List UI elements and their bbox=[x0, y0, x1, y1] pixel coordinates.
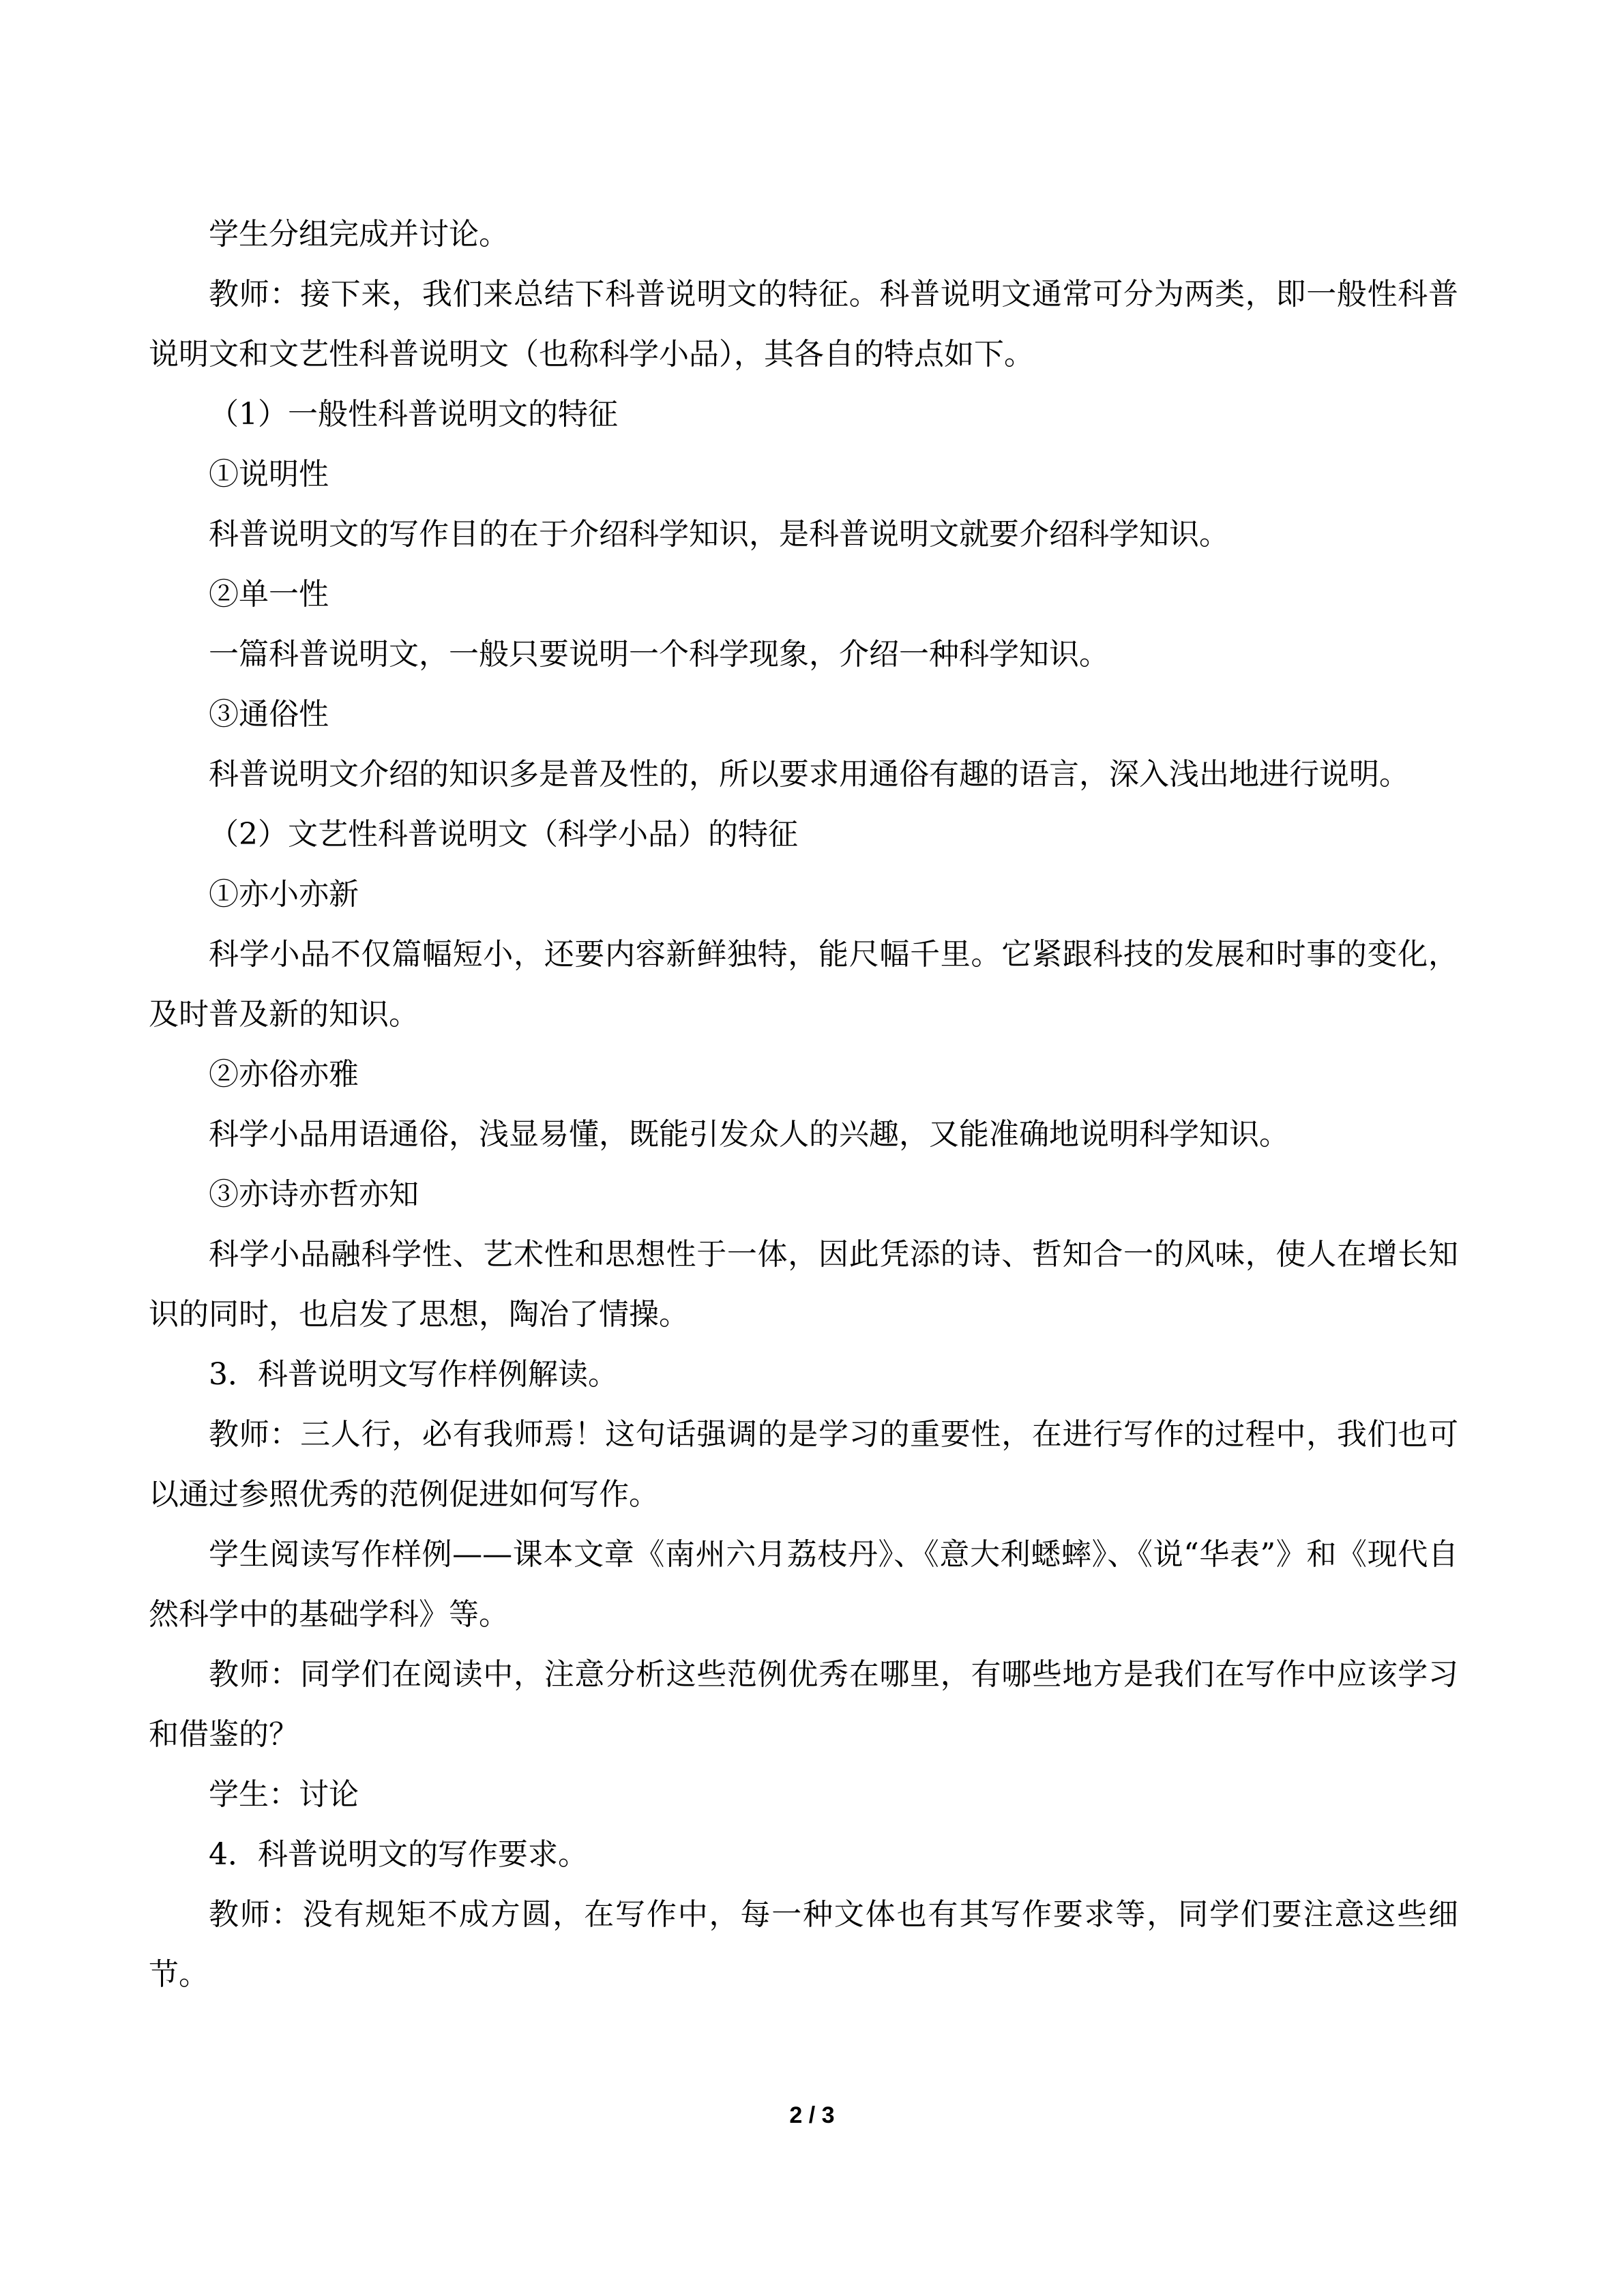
paragraph-10: （2）文艺性科普说明文（科学小品）的特征 bbox=[209, 817, 798, 852]
paragraph-15: ③亦诗亦哲亦知 bbox=[209, 1177, 419, 1212]
paragraph-21: 学生：讨论 bbox=[209, 1777, 359, 1812]
paragraph-19: 学生阅读写作样例——课本文章《南州六月荔枝丹》、《意大利蟋蟀》、《说“华表”》和《现代自然科学中的基础学科》等。 bbox=[149, 1537, 1458, 1632]
paragraph-13: ②亦俗亦雅 bbox=[209, 1057, 359, 1092]
paragraph-20: 教师：同学们在阅读中，注意分析这些范例优秀在哪里，有哪些地方是我们在写作中应该学习和借鉴的？ bbox=[149, 1657, 1458, 1752]
paragraph-5: 科普说明文的写作目的在于介绍科学知识，是科普说明文就要介绍科学知识。 bbox=[209, 517, 1229, 552]
paragraph-22: 4．科普说明文的写作要求。 bbox=[209, 1837, 588, 1872]
paragraph-16: 科学小品融科学性、艺术性和思想性于一体，因此凭添的诗、哲知合一的风味，使人在增长知识的同时，也启发了思想，陶冶了情操。 bbox=[149, 1237, 1458, 1332]
paragraph-6: ②单一性 bbox=[209, 577, 329, 612]
paragraph-7: 一篇科普说明文，一般只要说明一个科学现象，介绍一种科学知识。 bbox=[209, 637, 1109, 672]
paragraph-12: 科学小品不仅篇幅短小，还要内容新鲜独特，能尺幅千里。它紧跟科技的发展和时事的变化，及时普及新的知识。 bbox=[149, 937, 1458, 1032]
document-body bbox=[149, 205, 1458, 2005]
paragraph-3: （1）一般性科普说明文的特征 bbox=[209, 397, 618, 432]
paragraph-8: ③通俗性 bbox=[209, 697, 329, 732]
paragraph-1: 学生分组完成并讨论。 bbox=[209, 217, 509, 252]
paragraph-23: 教师：没有规矩不成方圆，在写作中，每一种文体也有其写作要求等，同学们要注意这些细节。 bbox=[149, 1897, 1458, 1992]
paragraph-14: 科学小品用语通俗，浅显易懂，既能引发众人的兴趣，又能准确地说明科学知识。 bbox=[209, 1117, 1289, 1152]
page-number: 2 / 3 bbox=[789, 2102, 835, 2128]
paragraph-2: 教师：接下来，我们来总结下科普说明文的特征。科普说明文通常可分为两类，即一般性科普说明文和文艺性科普说明文（也称科学小品），其各自的特点如下。 bbox=[149, 277, 1458, 372]
paragraph-11: ①亦小亦新 bbox=[209, 877, 359, 912]
paragraph-18: 教师：三人行，必有我师焉！这句话强调的是学习的重要性，在进行写作的过程中，我们也可以通过参照优秀的范例促进如何写作。 bbox=[149, 1417, 1458, 1512]
paragraph-17: 3．科普说明文写作样例解读。 bbox=[209, 1357, 618, 1392]
paragraph-4: ①说明性 bbox=[209, 457, 329, 492]
paragraph-9: 科普说明文介绍的知识多是普及性的，所以要求用通俗有趣的语言，深入浅出地进行说明。 bbox=[209, 757, 1409, 792]
